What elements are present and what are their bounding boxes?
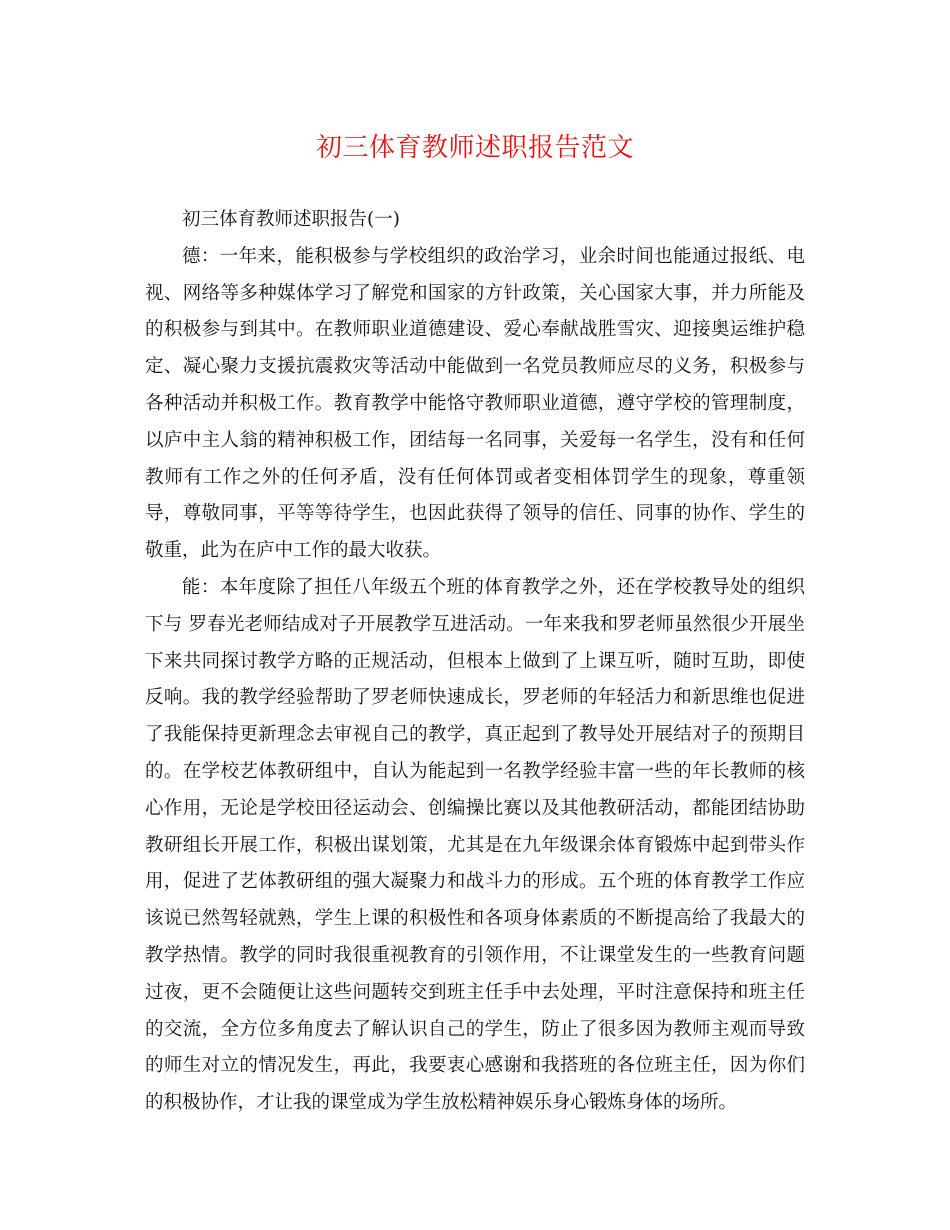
document-title: 初三体育教师述职报告范文 (315, 133, 634, 163)
paragraph-ability: 能：本年度除了担任八年级五个班的体育教学之外，还在学校教导处的组织下与 罗春光老师结成对子开展教学互进活动。一年来我和罗老师虽然很少开展坐下来共同探讨教学方略的正规活动，但根本上做到了上课互听，随时互助，即使反响。我的教学经验帮助了罗老师快速成长，罗老师的年轻活力和新思维也促进了我能保持更新理念去审视自己的教学，真正起到了教导处开展结对子的预期目的。在学校艺体教研组中，自认为能起到一名教学经验丰富一些的年长教师的核心作用，无论是学校田径运动会、创编操比赛以及其他教研活动，都能团结协助教研组长开展工作，积极出谋划策，尤其是在九年级课余体育锻炼中起到带头作用，促进了艺体教研组的强大凝聚力和战斗力的形成。五个班的体育教学工作应该说已然驾轻就熟，学生上课的积极性和各项身体素质的不断提高给了我最大的教学热情。教学的同时我很重视教育的引领作用，不让课堂发生的一些教育问题过夜，更不会随便让这些问题转交到班主任手中去处理，平时注意保持和班主任的交流，全方位多角度去了解认识自己的学生，防止了很多因为教师主观而导致的师生对立的情况发生，再此，我要衷心感谢和我搭班的各位班主任，因为你们的积极协作，才让我的课堂成为学生放松精神娱乐身心锻炼身体的场所。 (145, 576, 805, 1114)
paragraph-morality: 德：一年来，能积极参与学校组织的政治学习，业余时间也能通过报纸、电视、网络等多种媒体学习了解党和国家的方针政策，关心国家大事，并力所能及的积极参与到其中。在教师职业道德建设、爱心奉献战胜雪灾、迎接奥运维护稳定、凝心聚力支援抗震救灾等活动中能做到一名党员教师应尽的义务，积极参与各种活动并积极工作。教育教学中能恪守教师职业道德，遵守学校的管理制度，以庐中主人翁的精神积极工作，团结每一名同事，关爱每一名学生，没有和任何教师有工作之外的任何矛盾，没有任何体罚或者变相体罚学生的现象，尊重领导，尊敬同事，平等等待学生，也因此获得了领导的信任、同事的协作、学生的敬重，此为在庐中工作的最大收获。 (145, 245, 805, 562)
section-heading: 初三体育教师述职报告(一) (182, 209, 400, 230)
document-body (145, 202, 805, 1122)
